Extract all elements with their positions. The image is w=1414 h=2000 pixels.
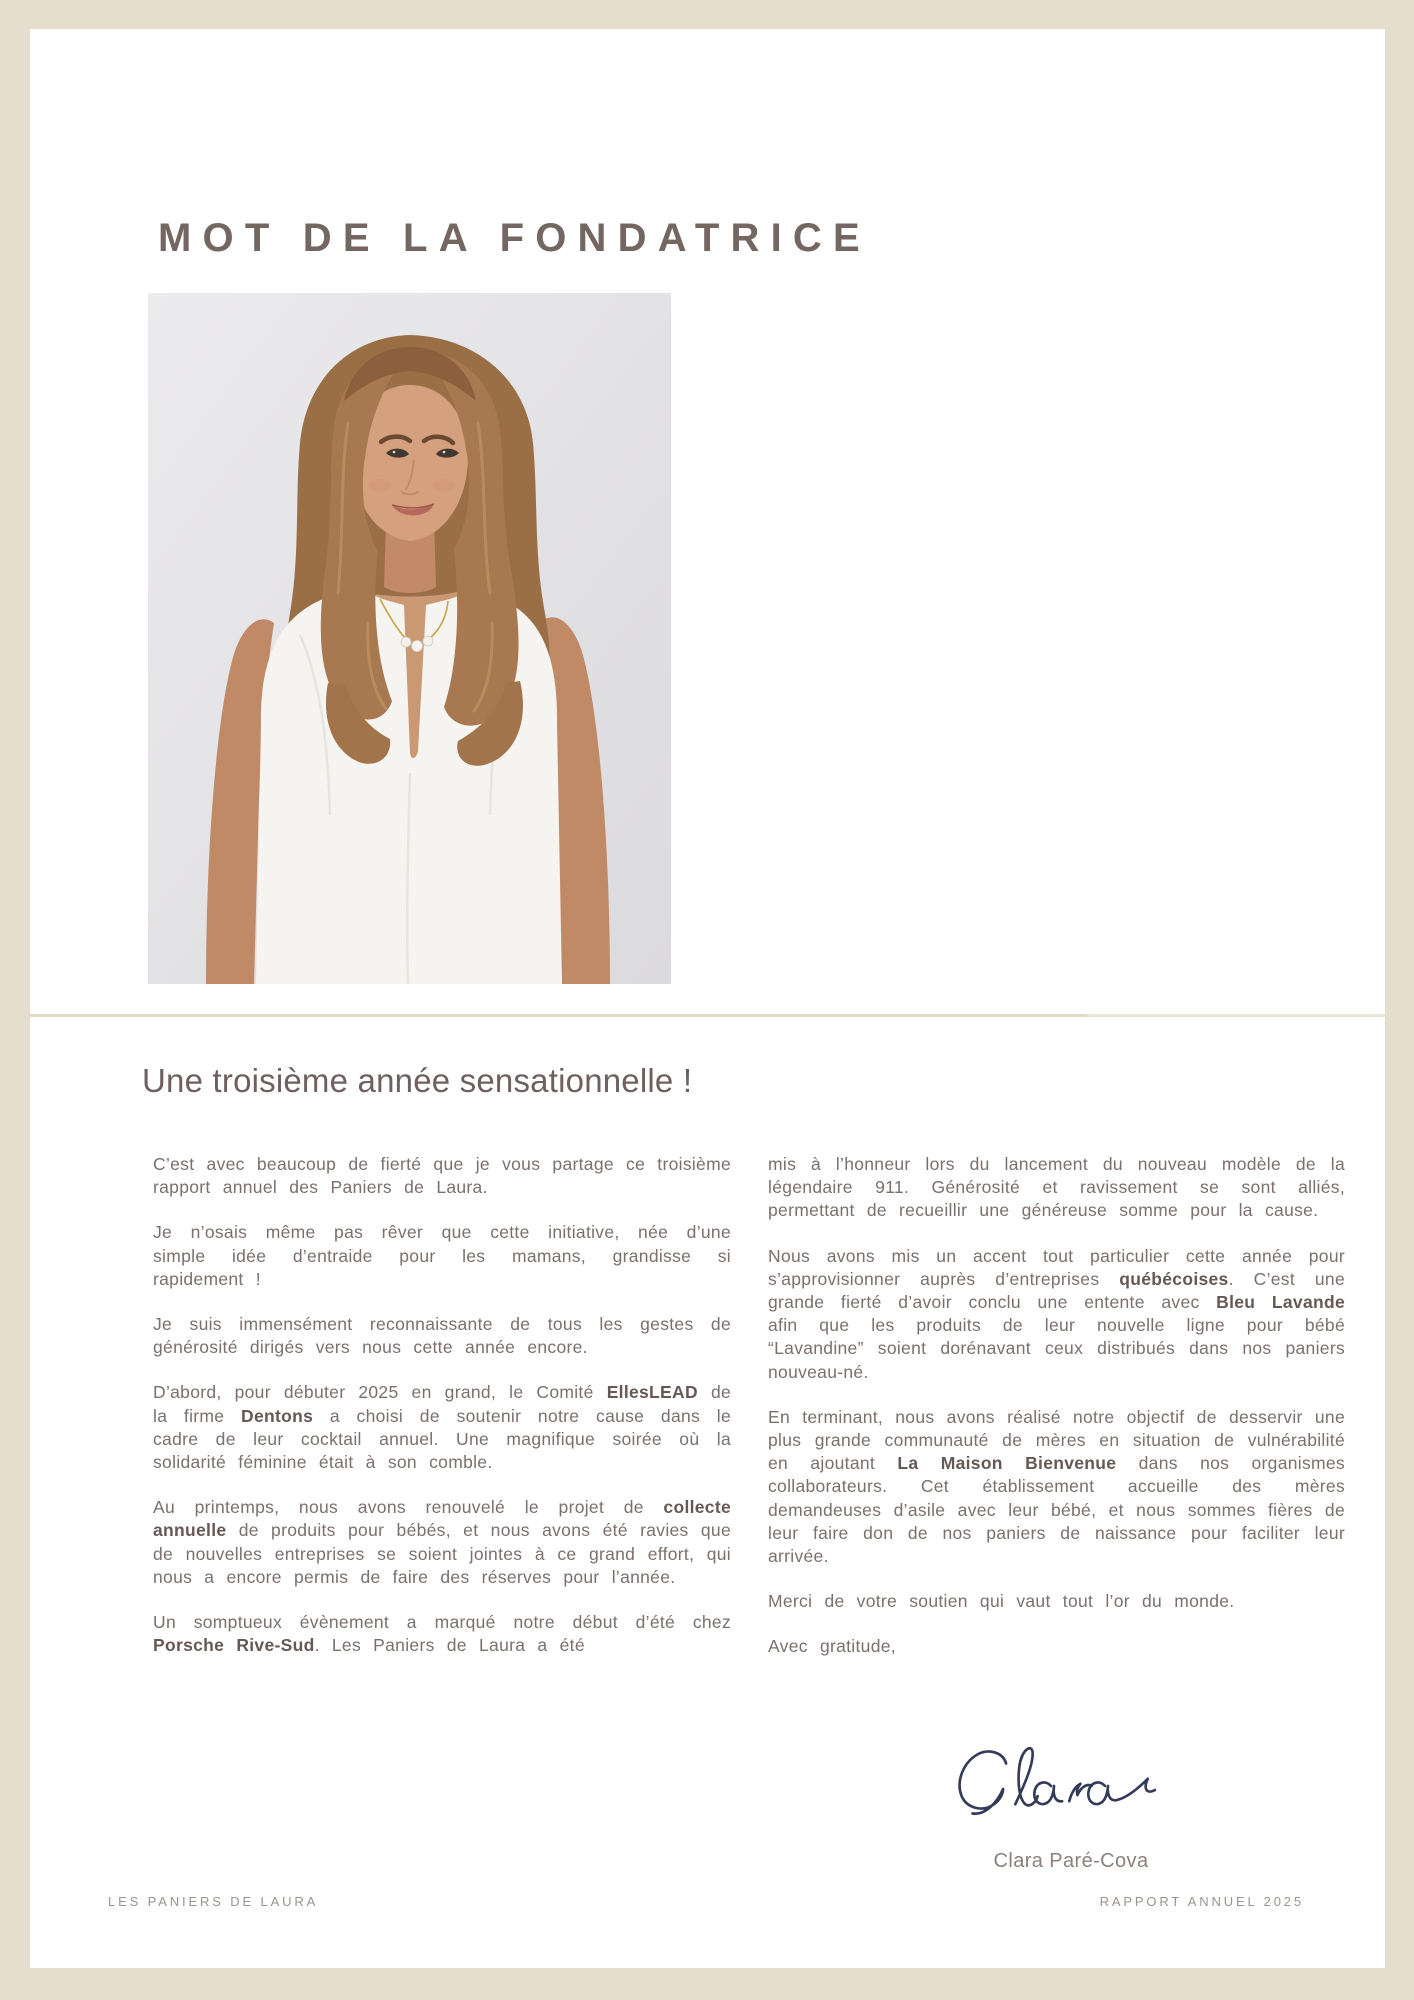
text-run: Nous avons mis un accent tout particulier cette année pour s’approvisionner auprès d’entreprises: [768, 1245, 1345, 1289]
paragraph: [153, 1381, 731, 1474]
bold-text-run: La Maison Bienvenue: [897, 1453, 1117, 1474]
letter-column-left: [153, 1153, 731, 1657]
bold-text-run: Dentons: [241, 1405, 314, 1426]
letter-column-right: [768, 1153, 1345, 1659]
text-run: C’est avec beaucoup de fierté que je vous partage ce troisième rapport annuel des Paniers de Laura.: [153, 1154, 731, 1198]
text-run: a choisi de soutenir notre cause dans le cadre de leur cocktail annuel. Une magnifique soirée où la solidarité féminine était à son comble.: [153, 1405, 731, 1473]
text-run: mis à l’honneur lors du lancement du nouveau modèle de la légendaire 911. Générosité et ravissement se sont alliés, permettant de recueillir une généreuse somme pour la cause.: [768, 1154, 1345, 1221]
footer-report-label: RAPPORT ANNUEL 2025: [1099, 1894, 1304, 1909]
paragraph: [768, 1153, 1345, 1223]
paragraph: [153, 1313, 731, 1359]
signature-clara-handwriting: [948, 1740, 1162, 1838]
text-run: . C’est une grande fierté d’avoir conclu une entente avec: [768, 1268, 1345, 1313]
text-run: de produits pour bébés, et nous avons été ravies que de nouvelles entreprises se soient jointes à ce grand effort, qui nous a encore permis de faire des réserves pour l’année.: [153, 1520, 731, 1587]
section-heading: Une troisième année sensationnelle !: [142, 1062, 693, 1099]
footer-org-name: LES PANIERS DE LAURA: [108, 1894, 319, 1909]
bold-text-run: EllesLEAD: [606, 1382, 698, 1403]
text-run: de la firme: [153, 1382, 732, 1426]
paragraph: [153, 1221, 731, 1291]
text-run: Je suis immensément reconnaissante de tous les gestes de générosité dirigés vers nous cette année encore.: [153, 1314, 731, 1358]
signature-script: [948, 1740, 1162, 1838]
text-run: En terminant, nous avons réalisé notre objectif de desservir une plus grande communauté de mères en situation de vulnérabilité en ajoutant: [768, 1406, 1345, 1474]
text-run: D’abord, pour débuter 2025 en grand, le Comité: [153, 1382, 607, 1403]
paragraph: [768, 1635, 1345, 1658]
bold-text-run: québécoises: [1119, 1268, 1229, 1289]
paragraph: [768, 1590, 1345, 1613]
founder-photo: [148, 293, 671, 984]
paragraph: [768, 1245, 1345, 1384]
paragraph: [153, 1153, 731, 1199]
paragraph: [153, 1496, 731, 1589]
paragraph: [768, 1406, 1345, 1568]
text-run: afin que les produits de leur nouvelle ligne pour bébé “Lavandine” soient dorénavant ceux distribués dans nos paniers nouveau-né.: [768, 1315, 1345, 1382]
bold-text-run: Porsche Rive-Sud: [153, 1635, 315, 1656]
text-run: . Les Paniers de Laura a été: [314, 1635, 585, 1656]
text-run: Merci de votre soutien qui vaut tout l’or du monde.: [768, 1591, 1235, 1612]
founder-portrait-illustration: [148, 293, 671, 984]
text-run: Au printemps, nous avons renouvelé le projet de: [153, 1497, 664, 1518]
text-run: dans nos organismes collaborateurs. Cet établissement accueille des mères demandeuses d’asile avec leur bébé, et nous sommes fières de leur faire don de nos paniers de naissance pour faciliter leur arrivée.: [768, 1453, 1345, 1567]
text-run: Je n’osais même pas rêver que cette initiative, née d’une simple idée d’entraide pour les mamans, grandisse si rapidement !: [153, 1222, 731, 1289]
bold-text-run: Bleu Lavande: [1216, 1292, 1346, 1313]
bold-text-run: collecte annuelle: [153, 1497, 731, 1541]
paragraph: [153, 1611, 731, 1657]
text-run: Avec gratitude,: [768, 1636, 896, 1657]
page-title: MOT DE LA FONDATRICE: [158, 216, 871, 260]
signatory-name: Clara Paré-Cova: [993, 1850, 1149, 1872]
divider-line: [30, 1014, 1385, 1017]
text-run: Un somptueux évènement a marqué notre début d’été chez: [153, 1612, 731, 1633]
